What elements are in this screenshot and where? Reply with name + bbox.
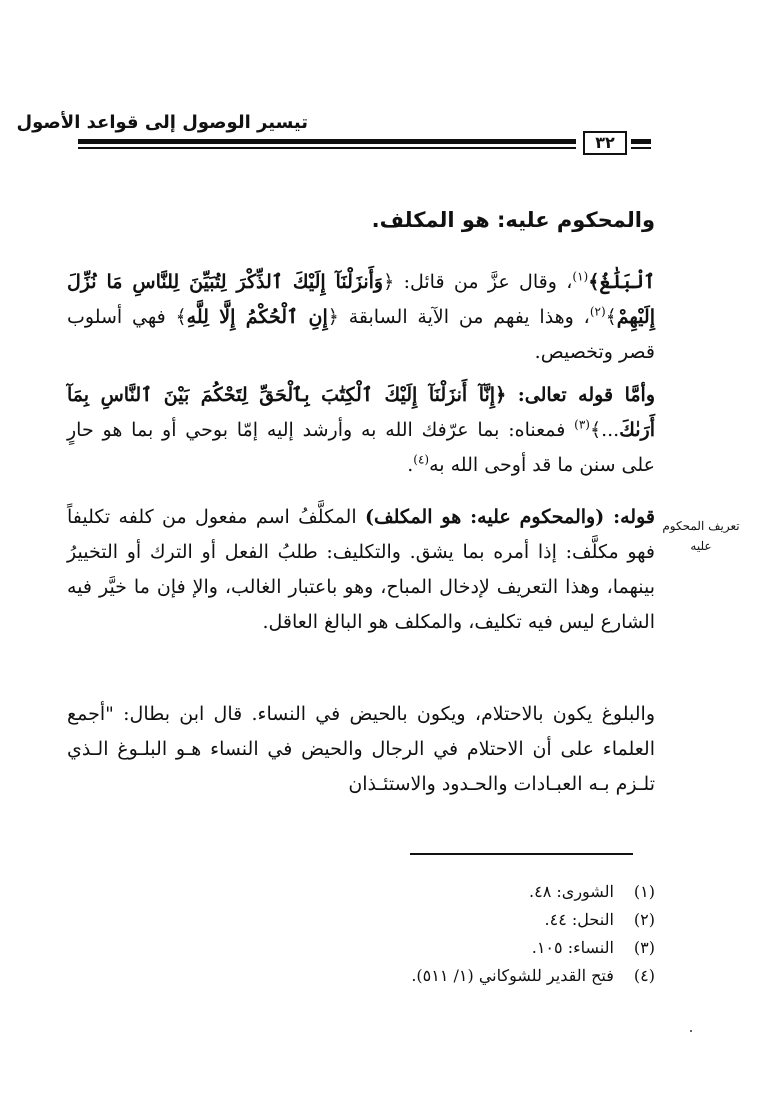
header-rule <box>78 139 576 144</box>
footnote-number: (١) <box>633 882 655 901</box>
text-run: وأمَّا قوله تعالى: ﴿ <box>495 384 656 406</box>
text-run: قوله: (والمحكوم عليه: هو المكلف) <box>364 506 655 528</box>
running-title: تيسير الوصول إلى قواعد الأصول <box>16 112 308 133</box>
section-heading: والمحكوم عليه: هو المكلف. <box>371 208 655 232</box>
text-run: فمعناه: بما عرّفك الله به وأرشد إليه إمّا بوحي أو بما هو حارٍ على سنن ما قد أوحى الله به <box>67 419 655 476</box>
text-run: ، وهذا يفهم من الآية السابقة ﴿ <box>327 306 590 328</box>
footnotes <box>255 878 655 990</box>
text-run: ، وقال عزَّ من قائل: ﴿ <box>383 271 573 293</box>
footnote-item <box>255 962 655 990</box>
text-run: ﴾ فهي أسلوب قصر وتخصيص. <box>67 306 655 363</box>
quran-fragment: ٱلْبَلَٰغُ﴾ <box>588 271 655 293</box>
text-run: ...﴾ <box>589 419 620 441</box>
footnote-item <box>255 934 655 962</box>
paragraph-2 <box>67 378 655 483</box>
footnote-ref-3: (٣) <box>574 417 590 432</box>
footnote-ref-4: (٤) <box>413 452 430 467</box>
footnote-item <box>255 906 655 934</box>
text-run: . <box>407 454 414 476</box>
footnote-text: فتح القدير للشوكاني (١/ ٥١١). <box>411 966 614 985</box>
paragraph-4 <box>67 697 655 802</box>
header-rule-thin <box>78 147 576 149</box>
quran-verse: إِنَّآ أَنزَلْنَآ إِلَيْكَ ٱلْكِتَٰبَ بِٱلْحَقِّ لِتَحْكُمَ بَيْنَ ٱلنَّاسِ بِمَآ أَرَىٰكَ <box>67 384 655 441</box>
footnote-text: النساء: ١٠٥. <box>531 938 614 957</box>
footnote-number: (٢) <box>633 910 655 929</box>
footnote-number: (٣) <box>633 938 655 957</box>
footnote-number: (٤) <box>633 966 655 985</box>
margin-note: تعريف المحكوم عليه <box>662 519 740 553</box>
footnote-item <box>255 878 655 906</box>
text-run: المكلَّفُ اسم مفعول من كلفه تكليفاً فهو مكلَّف: إذا أمره بما يشق. والتكليف: طلبُ الفعل أو الترك أو التخييرُ بينهما، وهذا التعريف لإدخال المباح، وهو باعتبار الغالب، والإ فإن ما خيَّر فيه الشارع ليس فيه تكليف، والمكلف هو البالغ العاقل. <box>67 506 655 633</box>
text-run: ﴾ <box>605 306 617 328</box>
header-rule-stub-thin <box>631 147 651 149</box>
footnote-text: الشورى: ٤٨. <box>529 882 614 901</box>
text-run: والبلوغ يكون بالاحتلام، ويكون بالحيض في النساء. قال ابن بطال: "أجمع العلماء على أن الاحتلام في الرجال والحيض في النساء هـو البلـوغ الـذي تلـزم بـه العبـادات والحـدود والاستئـذان <box>67 703 655 795</box>
paragraph-1 <box>67 265 655 370</box>
footnote-divider <box>410 853 633 855</box>
footnote-ref-1: (١) <box>572 269 589 284</box>
quran-verse: وَأَنزَلْنَآ إِلَيْكَ ٱلذِّكْرَ لِتُبَيِّنَ لِلنَّاسِ مَا نُزِّلَ إِلَيْهِمْ <box>67 271 655 328</box>
paragraph-3 <box>67 500 655 640</box>
page-number: ٣٢ <box>583 131 627 155</box>
footnote-text: النحل: ٤٤. <box>544 910 614 929</box>
quran-verse: إِنِ ٱلْحُكْمُ إِلَّا لِلَّهِ <box>186 306 328 328</box>
scan-speck <box>690 1030 692 1032</box>
footnote-ref-2: (٢) <box>589 304 606 319</box>
header-rule-stub <box>631 139 651 144</box>
